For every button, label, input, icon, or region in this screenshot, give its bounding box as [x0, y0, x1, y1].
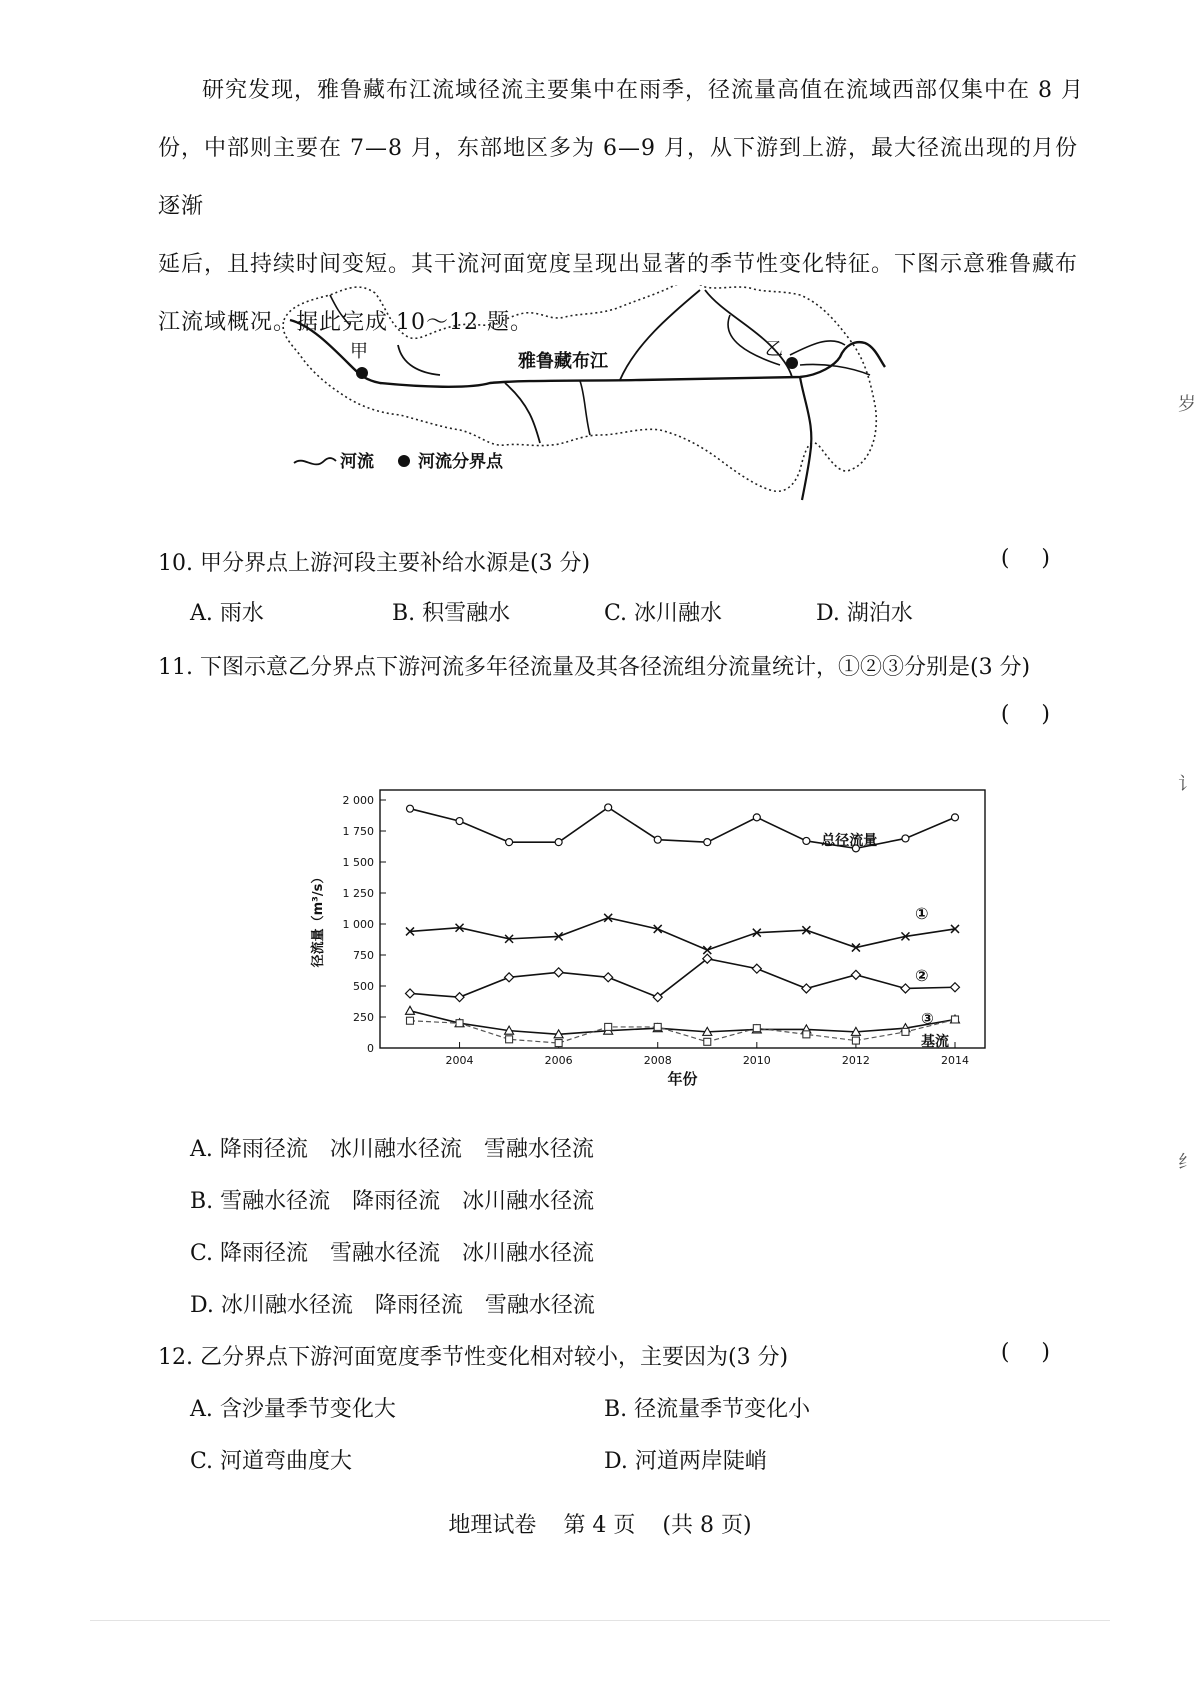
point-diamond	[851, 970, 860, 979]
point-circle	[456, 818, 463, 825]
x-axis-label: 年份	[667, 1070, 698, 1088]
river-name-label: 雅鲁藏布江	[518, 351, 608, 372]
x-tick-label: 2014	[941, 1054, 969, 1067]
point-diamond	[604, 973, 613, 982]
point-square	[753, 1025, 760, 1032]
point-circle	[704, 839, 711, 846]
q12-option-d[interactable]: D. 河道两岸陡峭	[604, 1449, 767, 1474]
y-tick-label: 1 000	[342, 918, 374, 931]
point-square	[902, 1028, 909, 1035]
q10-answer-blank[interactable]: ()	[1000, 546, 1082, 571]
point-jia-dot	[356, 367, 368, 379]
legend-river-icon	[294, 458, 336, 464]
point-circle	[605, 804, 612, 811]
y-tick-label: 250	[353, 1011, 374, 1024]
point-diamond	[901, 984, 910, 993]
q11-option-c[interactable]: C. 降雨径流 雪融水径流 冰川融水径流	[190, 1241, 595, 1266]
y-tick-label: 2 000	[342, 794, 374, 807]
intro-line-3: 延后，且持续时间变短。其干流河面宽度呈现出显著的季节性变化特征。下图示意雅鲁藏布	[158, 252, 1079, 277]
q11-option-a[interactable]: A. 降雨径流 冰川融水径流 雪融水径流	[190, 1137, 594, 1162]
page-footer	[0, 1508, 1200, 1539]
point-square	[654, 1023, 661, 1030]
point-circle	[555, 839, 562, 846]
q10-option-b[interactable]: B. 积雪融水	[392, 601, 511, 626]
tributary-south-1	[505, 383, 540, 443]
point-diamond	[802, 984, 811, 993]
q10-option-a[interactable]: A. 雨水	[190, 601, 264, 626]
y-tick-label: 750	[353, 949, 374, 962]
point-square	[506, 1036, 513, 1043]
point-square	[852, 1037, 859, 1044]
y-tick-label: 500	[353, 980, 374, 993]
series-label-baseflow: 基流	[921, 1034, 949, 1050]
x-tick-label: 2008	[643, 1054, 672, 1067]
east-branch	[800, 364, 870, 375]
point-triangle	[406, 1006, 415, 1014]
point-x	[703, 946, 711, 954]
point-jia-label: 甲	[350, 341, 368, 362]
series-line-2	[410, 959, 955, 997]
point-diamond	[554, 968, 563, 977]
tributary-west	[398, 345, 440, 375]
q12-stem: 12. 乙分界点下游河面宽度季节性变化相对较小，主要因为(3 分)	[158, 1345, 789, 1370]
q10-option-c[interactable]: C. 冰川融水	[604, 601, 723, 626]
runoff-chart-svg	[290, 770, 1010, 1100]
point-yi-label: 乙	[765, 339, 783, 360]
point-circle	[407, 805, 414, 812]
point-diamond	[752, 964, 761, 973]
y-tick-label: 1 750	[342, 825, 374, 838]
point-square	[952, 1016, 959, 1023]
tributary-east	[790, 341, 845, 355]
x-tick-label: 2006	[544, 1054, 573, 1067]
point-yi-dot	[786, 357, 798, 369]
plot-frame	[380, 790, 985, 1048]
footer-page: 第 4 页	[563, 1513, 636, 1538]
y-tick-label: 0	[367, 1042, 374, 1055]
q10-stem: 10. 甲分界点上游河段主要补给水源是(3 分)	[158, 551, 591, 576]
map-svg	[280, 285, 970, 530]
q11-option-d[interactable]: D. 冰川融水径流 降雨径流 雪融水径流	[190, 1293, 595, 1318]
footer-total: (共 8 页)	[662, 1513, 752, 1538]
point-diamond	[406, 989, 415, 998]
intro-line-1: 研究发现，雅鲁藏布江流域径流主要集中在雨季，径流量高值在流域西部仅集中在 8 月	[202, 78, 1084, 103]
intro-line-4: 江流域概况。据此完成 10～12 题。	[158, 310, 533, 335]
scan-edge-line	[90, 1620, 1110, 1621]
edge-mark-3: 纟	[1178, 1152, 1196, 1173]
lower-course	[800, 377, 811, 500]
point-square	[456, 1020, 463, 1027]
yarlung-basin-map	[280, 285, 970, 530]
q12-option-c[interactable]: C. 河道弯曲度大	[190, 1449, 353, 1474]
q12-answer-blank[interactable]: ()	[1000, 1340, 1082, 1365]
edge-mark-2: 讠	[1178, 774, 1196, 795]
footer-subject: 地理试卷	[448, 1513, 537, 1538]
series-label-total: 总径流量	[821, 833, 878, 850]
point-diamond	[505, 973, 514, 982]
q11-answer-blank[interactable]: ()	[1000, 702, 1082, 727]
point-square	[407, 1017, 414, 1024]
q12-option-b[interactable]: B. 径流量季节变化小	[604, 1397, 811, 1422]
point-circle	[952, 814, 959, 821]
edge-mark-1: 岁	[1178, 394, 1196, 415]
point-square	[704, 1038, 711, 1045]
q12-option-a[interactable]: A. 含沙量季节变化大	[190, 1397, 396, 1422]
series-label-1: ①	[915, 903, 929, 923]
point-circle	[654, 836, 661, 843]
x-tick-label: 2012	[841, 1054, 870, 1067]
y-tick-label: 1 500	[342, 856, 374, 869]
point-circle	[803, 837, 810, 844]
point-diamond	[951, 983, 960, 992]
series-line-1	[410, 918, 955, 950]
q11-option-b[interactable]: B. 雪融水径流 降雨径流 冰川融水径流	[190, 1189, 595, 1214]
series-label-3: ③	[921, 1009, 934, 1028]
y-axis-label: 径流量（m³/s）	[311, 870, 326, 968]
y-tick-label: 1 250	[342, 887, 374, 900]
point-square	[605, 1023, 612, 1030]
point-circle	[902, 835, 909, 842]
x-tick-label: 2010	[742, 1054, 771, 1067]
point-square	[803, 1031, 810, 1038]
legend-point-label: 河流分界点	[418, 452, 503, 472]
series-label-2: ②	[915, 966, 929, 986]
point-circle	[506, 839, 513, 846]
point-square	[555, 1040, 562, 1047]
runoff-chart	[290, 770, 1010, 1100]
tributary-south-2	[580, 381, 590, 435]
x-tick-label: 2004	[445, 1054, 474, 1067]
point-circle	[753, 814, 760, 821]
intro-line-2: 份，中部则主要在 7—8 月，东部地区多为 6—9 月，从下游到上游，最大径流出现的月份逐渐	[158, 136, 1078, 219]
tributary-north-east	[620, 290, 700, 380]
tributary-north-upper	[330, 295, 350, 325]
point-diamond	[455, 993, 464, 1002]
q11-stem: 11. 下图示意乙分界点下游河流多年径流量及其各径流组分流量统计，①②③分别是(3 分)	[158, 655, 1031, 680]
q10-option-d[interactable]: D. 湖泊水	[816, 601, 913, 626]
legend-point-icon	[398, 455, 410, 467]
legend-river-label: 河流	[340, 452, 374, 472]
series-line-3	[410, 1011, 955, 1035]
